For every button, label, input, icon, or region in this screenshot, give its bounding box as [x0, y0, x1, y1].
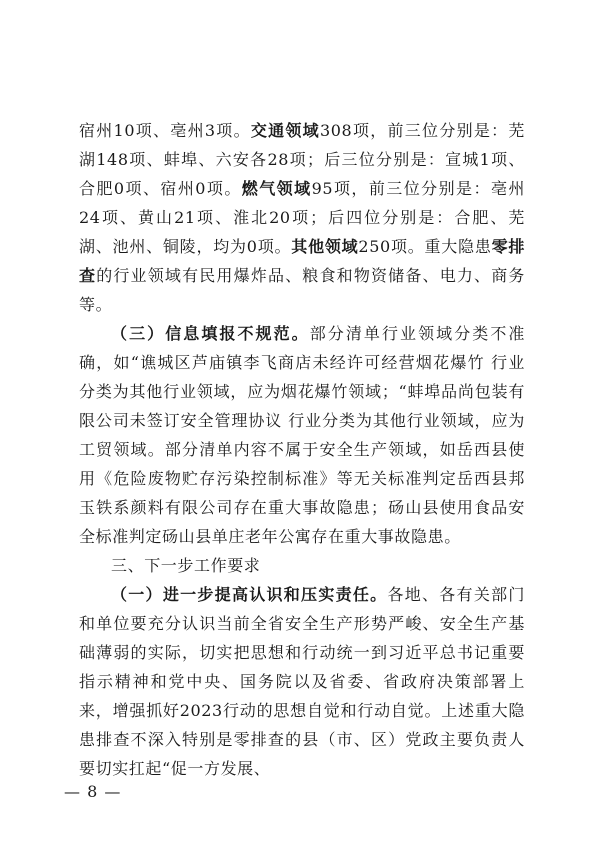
text-run: 250项。重大隐患 — [358, 237, 492, 256]
page-number: — 8 — — [64, 782, 122, 801]
bold-text-run: 零排查 — [79, 237, 525, 285]
document-body — [79, 116, 525, 783]
bold-text-run: （三）信息填报不规范。 — [111, 324, 310, 343]
text-run: 各地、各有关部门和单位要充分认识当前全省安全生产形势严峻、安全生产基础薄弱的实际，切实把思想和行动统一到习近平总书记重要指示精神和党中央、国务院以及省委、省政府决策部署上来，增强抓好2023行动的思想自觉和行动自觉。上述重大隐患排查不深入特别是零排查的县（市、区）党政主要负责人要切实扛起“促一方发展、 — [79, 585, 525, 778]
text-run: 308项，前三位分别是：芜湖148项、蚌埠、六安各28项；后三位分别是：宣城1项、合肥0项、宿州0项。 — [79, 121, 526, 198]
paragraph — [79, 580, 525, 783]
bold-text-run: （一）进一步提高认识和压实责任。 — [111, 585, 388, 604]
bold-text-run: 交通领域 — [250, 121, 320, 140]
text-run: 宿州10项、亳州3项。 — [79, 121, 251, 140]
text-run: 95项，前三位分别是：亳州24项、黄山21项、淮北20项；后四位分别是：合肥、芜湖、池州、铜陵，均为0项。 — [79, 179, 525, 256]
text-run: 部分清单行业领域分类不准确，如“谯城区芦庙镇李飞商店未经许可经营烟花爆竹 行业分类为其他行业领域，应为烟花爆竹领域；“蚌埠品尚包装有限公司未签订安全管理协议 行业分类为其他行业领域，应为工贸领域。部分清单内容不属于安全生产领域，如岳西县使用《危险废物贮存污染控制标准》等无关标准判定岳西县邦玉铁系颜料有限公司存在重大事故隐患；砀山县使用食品安全标准判定砀山县单庄老年公寓存在重大事故隐患。 — [79, 324, 525, 546]
bold-text-run: 燃气领域 — [241, 179, 312, 198]
paragraph — [79, 551, 525, 580]
text-run: 的行业领域有民用爆炸品、粮食和物资储备、电力、商务等。 — [79, 266, 525, 314]
bold-text-run: 其他领域 — [291, 237, 359, 256]
paragraph — [79, 116, 525, 319]
paragraph — [79, 319, 525, 551]
text-run: 三、下一步工作要求 — [111, 556, 261, 575]
